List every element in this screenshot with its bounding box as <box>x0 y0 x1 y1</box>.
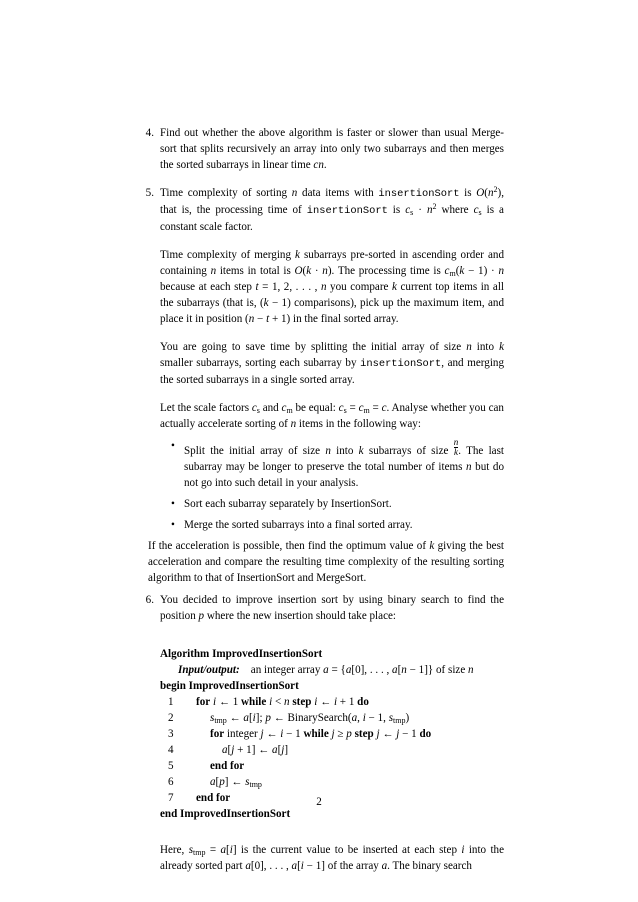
bullet-icon: • <box>171 440 175 452</box>
list-item-4 <box>145 125 504 173</box>
item-5-paragraph-3: You are going to save time by splitting the initial array of size n into k smaller subarrays, sorting each subarray by insertionSort, and merging the sorted subarrays in a single sorted array. <box>160 341 504 386</box>
bullet-item: • Split the initial array of size n into k subarrays of size $\frac{n}{k}$ . The last subarray may be longer to preserve the total number of items n but do not go into such detail in your analysis. <box>171 437 504 489</box>
code-line-1: 1 for i ← 1 while i < n step i ← i + 1 do <box>168 696 369 708</box>
code-line-2: 2 $s_{tmp}$ ← a[i]; p ← BinarySearch(a, i − 1, $s_{tmp}$) <box>168 712 410 725</box>
bullet-text: Sort each subarray separately by InsertionSort. <box>184 498 392 510</box>
bullet-item <box>160 517 504 533</box>
code-insertion-sort: insertionSort <box>306 205 388 217</box>
code-line-5: 5 end for <box>168 760 245 772</box>
item-5-paragraph-2: Time complexity of merging k subarrays pre-sorted in ascending order and containing n items in total is O(k · n). The processing time is $c_m(k - 1) \cdot n$ because at each step t = 1, 2, . . . , n you compare k current top items in all the subarrays (that is, (k − 1) comparisons), pick up the maximum item, and place it in position (n − t + 1) in the final sorted array. <box>160 249 504 325</box>
page-number: 2 <box>316 796 322 808</box>
bullet-icon: • <box>171 519 175 531</box>
code-line-7: 7 end for <box>168 792 231 804</box>
code-insertion-sort: insertionSort <box>378 188 460 200</box>
item-4-text: Find out whether the above algorithm is faster or slower than usual Merge-sort that splits recursively an array into only two subarrays and then merges the sorted subarrays in linear time cn. <box>160 127 504 171</box>
code-line-4: 4 a[j + 1] ← a[j] <box>168 744 289 756</box>
code-insertion-sort: insertionSort <box>360 358 442 370</box>
bullet-text: Merge the sorted subarrays into a final sorted array. <box>184 519 413 531</box>
item-number: 6. <box>145 594 154 606</box>
code-line-3: 3 for integer j ← i − 1 while j ≥ p step j ← j − 1 do <box>168 728 432 740</box>
algorithm-title: Algorithm ImprovedInsertionSort <box>160 648 323 660</box>
page-body <box>145 125 504 874</box>
item-number: 5. <box>145 187 154 199</box>
item-5-paragraph-5: If the acceleration is possible, then find the optimum value of k giving the best acceleration and compare the resulting time complexity of the resulting sorting algorithm to that of InsertionSort and MergeSort. <box>148 540 504 584</box>
algorithm-begin: begin ImprovedInsertionSort <box>160 680 299 692</box>
bullet-icon: • <box>171 498 175 510</box>
list-item-5 <box>145 185 504 586</box>
bullet-item <box>160 496 504 512</box>
algorithm-io: Input/output: an integer array a = {a[0], . . . , a[n − 1]} of size n <box>178 664 474 676</box>
code-line-6: 6 a[p] ← $s_{tmp}$ <box>168 776 262 789</box>
item-number: 4. <box>145 127 154 139</box>
item-5-paragraph-1: Time complexity of sorting n data items with insertionSort is $O(n^2)$, that is, the processing time of insertionSort is $c_s \cdot n^2$ where $c_s$ is a constant scale factor. <box>160 185 504 233</box>
item-6-paragraph-1: You decided to improve insertion sort by using binary search to find the position p where the new insertion should take place: <box>160 594 504 622</box>
list-item-6 <box>145 592 504 874</box>
item-5-paragraph-4: Let the scale factors $c_s$ and $c_m$ be equal: $c_s = c_m = c$. Analyse whether you can actually accelerate sorting of n items in the following way: <box>160 402 504 430</box>
item-6-paragraph-2: Here, $s_{tmp} = a[i]$ is the current value to be inserted at each step i into the already sorted part a[0], . . . , a[i − 1] of the array a. The binary search <box>160 844 504 872</box>
algorithm-end: end ImprovedInsertionSort <box>160 808 291 820</box>
